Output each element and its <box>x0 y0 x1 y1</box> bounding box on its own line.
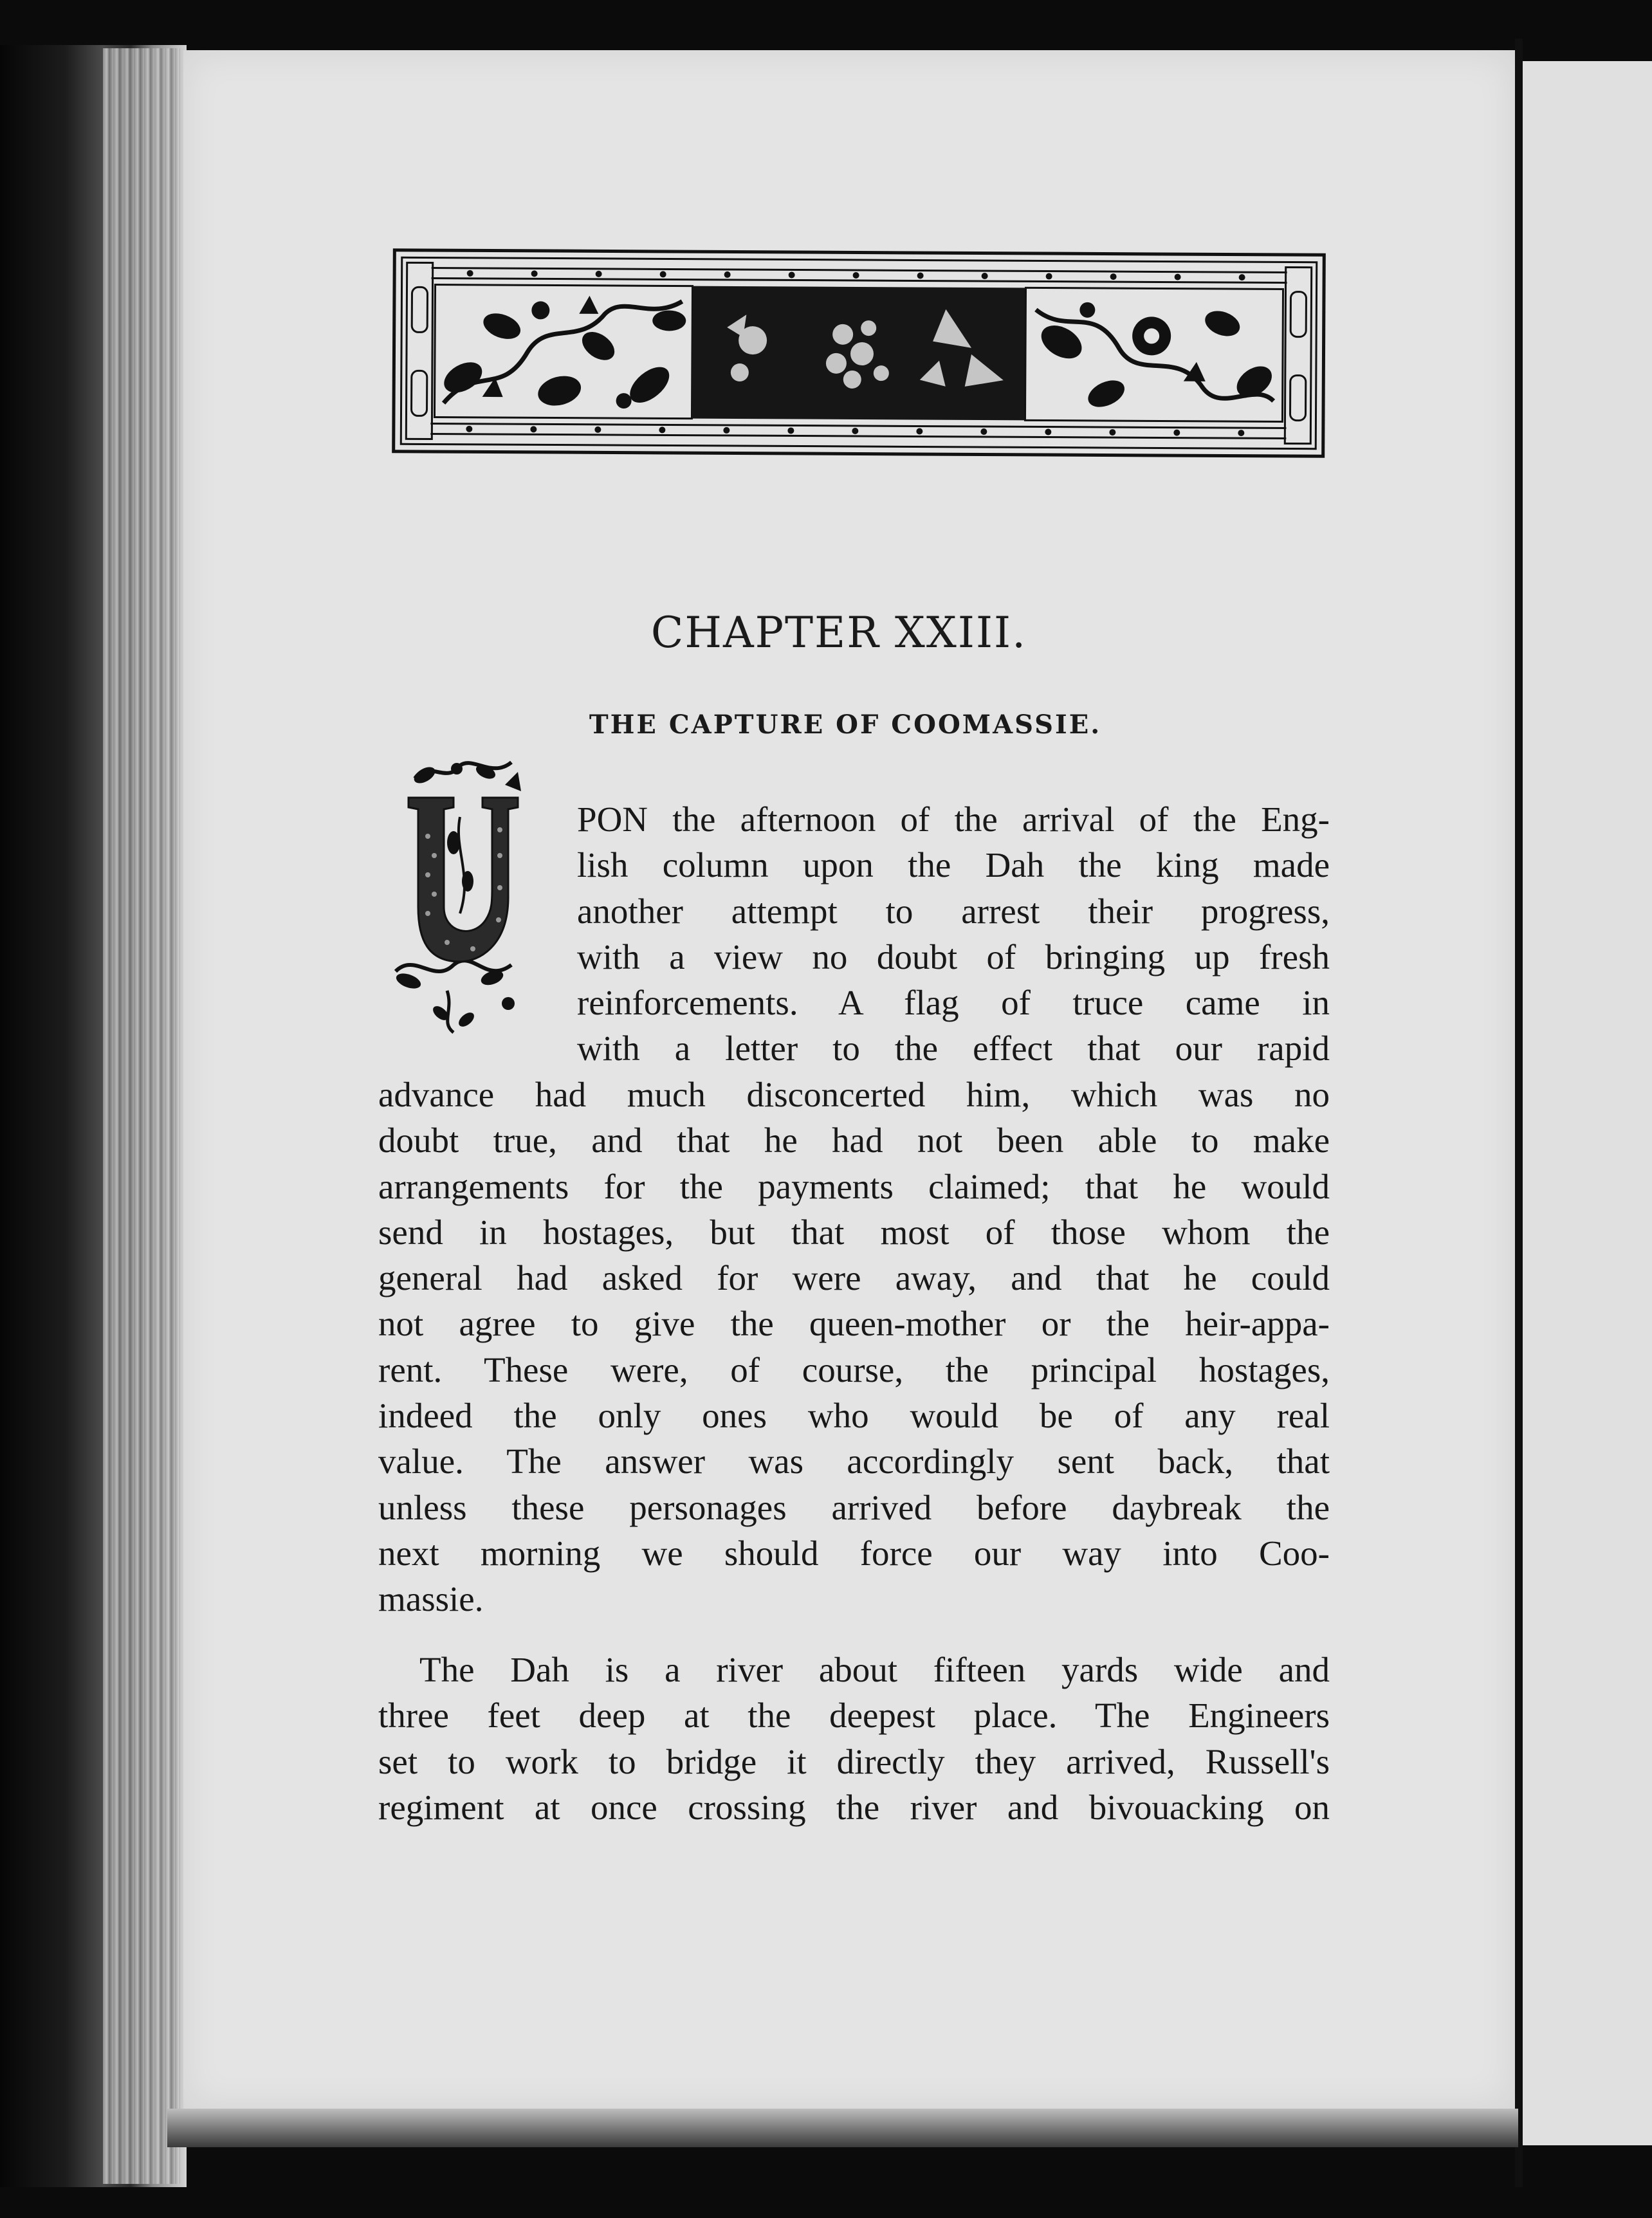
text-line: with a letter to the effect that our rapid <box>577 1029 1330 1068</box>
headpiece-ornament-icon <box>392 248 1326 458</box>
gutter-shadow <box>1515 39 1523 2187</box>
text-line: PON the afternoon of the arrival of the Eng- <box>577 800 1330 839</box>
text-line: reinforcements. A flag of truce came in <box>577 983 1330 1023</box>
text-line: lish column upon the Dah the king made <box>577 845 1330 885</box>
paragraph-2 <box>378 1647 1330 1830</box>
text-line: not agree to give the queen-mother or the heir-appa- <box>378 1304 1330 1344</box>
text-line: three feet deep at the deepest place. The Engineers <box>378 1696 1330 1736</box>
page-edges <box>103 48 180 2184</box>
text-line: arrangements for the payments claimed; that he would <box>378 1166 1330 1206</box>
facing-page <box>1523 61 1652 2145</box>
text-line: send in hostages, but that most of those whom the <box>378 1212 1330 1252</box>
text-line: rent. These were, of course, the principal hostages, <box>378 1350 1330 1389</box>
text-line: another attempt to arrest their progress, <box>577 891 1330 931</box>
chapter-title: CHAPTER XXIII. <box>650 608 1027 657</box>
text-line: regiment at once crossing the river and bivouacking on <box>378 1787 1330 1827</box>
text-line: value. The answer was accordingly sent back, that <box>378 1442 1330 1481</box>
dropcap-ornament-icon <box>389 759 531 1036</box>
text-line: massie. <box>378 1579 484 1619</box>
paragraph-1-wrapped-lines <box>577 796 1330 1072</box>
text-line: doubt true, and that he had not been able to make <box>378 1121 1330 1160</box>
chapter-subtitle: THE CAPTURE OF COOMASSIE. <box>589 710 1102 740</box>
text-line: set to work to bridge it directly they arrived, Russell's <box>378 1741 1330 1781</box>
text-line: next morning we should force our way into Coo- <box>378 1533 1330 1573</box>
paragraph-1-full-lines <box>378 1072 1330 1622</box>
text-line: with a view no doubt of bringing up fresh <box>577 937 1330 976</box>
text-line: The Dah is a river about fifteen yards wide and <box>419 1650 1330 1689</box>
text-line: indeed the only ones who would be of any real <box>378 1396 1330 1436</box>
text-line: advance had much disconcerted him, which was no <box>378 1075 1330 1114</box>
text-line: general had asked for were away, and that he could <box>378 1258 1330 1298</box>
bottom-page-edge <box>167 2109 1518 2147</box>
text-line: unless these personages arrived before daybreak the <box>378 1487 1330 1527</box>
